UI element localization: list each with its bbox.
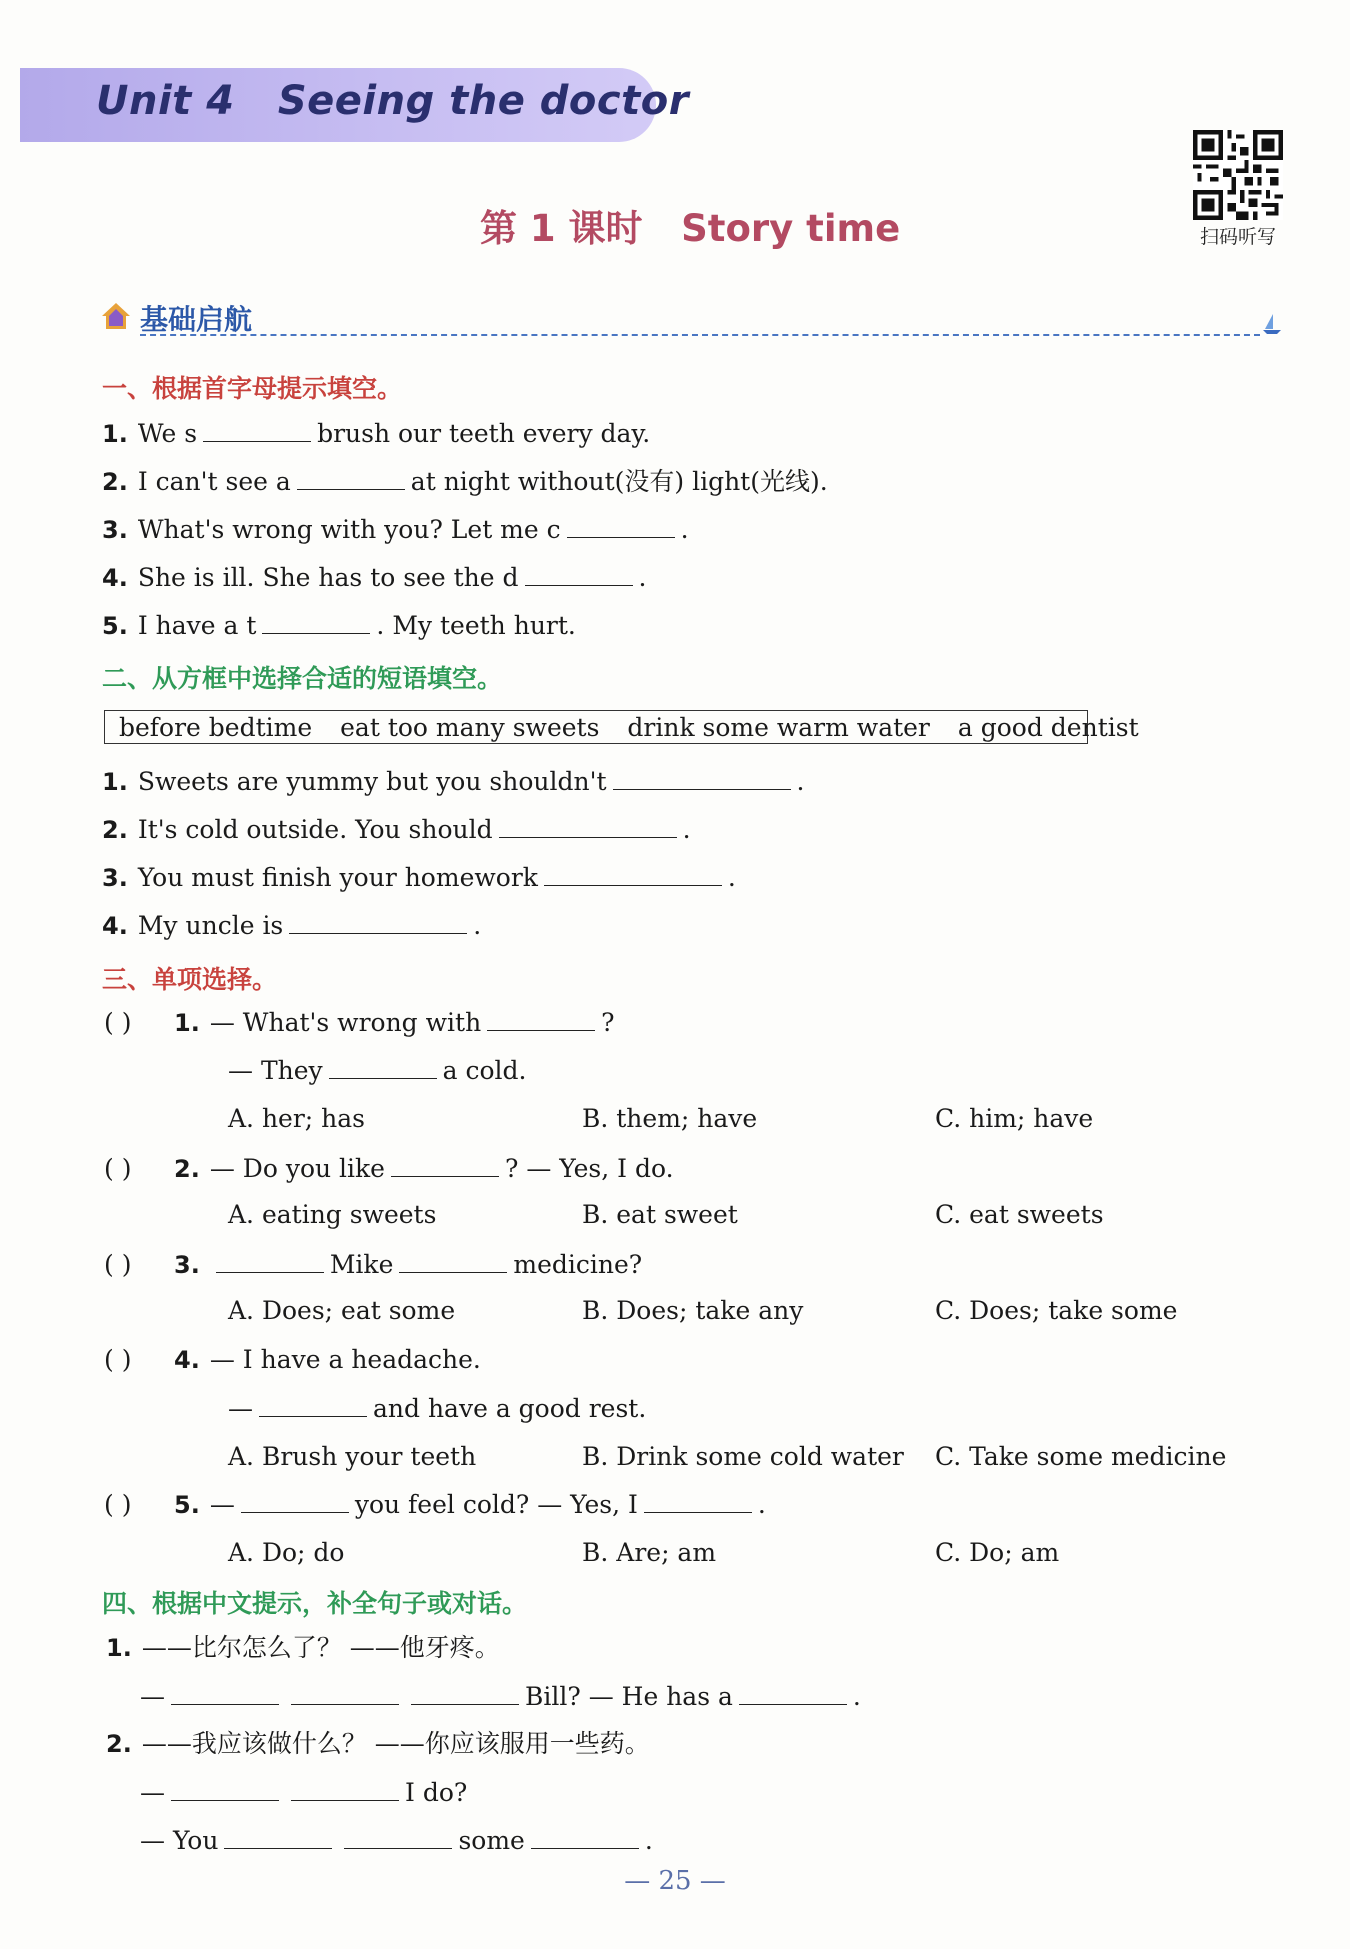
s2-item-4 bbox=[102, 909, 481, 942]
item-number: 1. bbox=[102, 420, 128, 448]
s3-q1 bbox=[104, 1006, 615, 1039]
answer-blank[interactable] bbox=[171, 1776, 279, 1801]
item-text: . bbox=[727, 863, 736, 892]
s4-q1-chinese bbox=[106, 1632, 500, 1664]
item-text: I can't see a bbox=[137, 467, 291, 496]
item-text: — You bbox=[140, 1826, 219, 1855]
qr-caption: 扫码听写 bbox=[1199, 226, 1276, 248]
section-base-label: 基础启航 bbox=[140, 303, 253, 336]
item-number: 1. bbox=[174, 1009, 200, 1037]
section3-heading: 三、单项选择。 bbox=[102, 965, 278, 994]
section2-heading: 二、从方框中选择合适的短语填空。 bbox=[102, 664, 503, 693]
section4-heading: 四、根据中文提示，补全句子或对话。 bbox=[102, 1589, 528, 1618]
option-b[interactable]: B. them; have bbox=[582, 1104, 758, 1133]
section-header-base bbox=[100, 296, 1285, 340]
phrase-option: before bedtime bbox=[119, 712, 313, 742]
item-text: My uncle is bbox=[137, 911, 284, 940]
qr-code-icon[interactable] bbox=[1193, 130, 1283, 220]
answer-blank[interactable] bbox=[262, 609, 370, 634]
item-text: Mike bbox=[329, 1250, 394, 1279]
answer-blank[interactable] bbox=[613, 765, 791, 790]
phrase-option: drink some warm water bbox=[627, 712, 930, 742]
option-c[interactable]: C. Does; take some bbox=[935, 1296, 1178, 1325]
option-b[interactable]: B. Drink some cold water bbox=[582, 1442, 904, 1471]
item-text: . bbox=[473, 911, 482, 940]
item-text: You must finish your homework bbox=[137, 863, 538, 892]
item-number: 4. bbox=[174, 1346, 200, 1374]
item-text: She is ill. She has to see the d bbox=[137, 563, 519, 592]
answer-blank[interactable] bbox=[399, 1248, 507, 1273]
answer-blank[interactable] bbox=[259, 1392, 367, 1417]
item-text: at night without(没有) light(光线). bbox=[410, 467, 828, 496]
page-number: — 25 — bbox=[624, 1866, 726, 1896]
answer-blank[interactable] bbox=[391, 1152, 499, 1177]
answer-blank[interactable] bbox=[739, 1680, 847, 1705]
item-text: — They bbox=[228, 1056, 323, 1085]
answer-parens[interactable]: ( ) bbox=[104, 1008, 132, 1037]
s3-q5 bbox=[104, 1488, 766, 1521]
option-a[interactable]: A. Brush your teeth bbox=[228, 1442, 477, 1471]
item-text: — I have a headache. bbox=[209, 1345, 481, 1374]
item-text: you feel cold? — Yes, I bbox=[354, 1490, 638, 1519]
option-c[interactable]: C. Do; am bbox=[935, 1538, 1060, 1567]
answer-blank[interactable] bbox=[289, 909, 467, 934]
answer-blank[interactable] bbox=[525, 561, 633, 586]
item-text: We s bbox=[137, 419, 198, 448]
s3-q1-line2 bbox=[228, 1054, 527, 1087]
item-text: . bbox=[680, 515, 689, 544]
option-a[interactable]: A. Does; eat some bbox=[228, 1296, 456, 1325]
answer-parens[interactable]: ( ) bbox=[104, 1154, 132, 1183]
item-number: 1. bbox=[102, 768, 128, 796]
answer-blank[interactable] bbox=[171, 1680, 279, 1705]
s2-item-2 bbox=[102, 813, 691, 846]
answer-blank[interactable] bbox=[203, 417, 311, 442]
item-number: 5. bbox=[102, 612, 128, 640]
answer-blank[interactable] bbox=[297, 465, 405, 490]
dashed-divider bbox=[140, 334, 1260, 336]
item-text: — bbox=[140, 1682, 165, 1711]
phrase-option: eat too many sweets bbox=[340, 712, 600, 742]
answer-blank[interactable] bbox=[544, 861, 722, 886]
s2-item-1 bbox=[102, 765, 804, 798]
item-text: ? — Yes, I do. bbox=[504, 1154, 674, 1183]
item-text: some bbox=[458, 1826, 525, 1855]
item-number: 2. bbox=[102, 816, 128, 844]
option-b[interactable]: B. Does; take any bbox=[582, 1296, 804, 1325]
option-b[interactable]: B. eat sweet bbox=[582, 1200, 738, 1229]
s4-q2-english-2 bbox=[140, 1824, 653, 1857]
item-text: Sweets are yummy but you shouldn't bbox=[137, 767, 607, 796]
item-number: 3. bbox=[102, 516, 128, 544]
s3-q4-line2 bbox=[228, 1392, 646, 1425]
item-number: 1. bbox=[106, 1634, 132, 1662]
item-number: 2. bbox=[174, 1155, 200, 1183]
item-text: ——我应该做什么？ ——你应该服用一些药。 bbox=[141, 1729, 650, 1758]
item-text: . bbox=[638, 563, 647, 592]
item-text: — bbox=[209, 1490, 235, 1519]
answer-parens[interactable]: ( ) bbox=[104, 1250, 132, 1279]
s1-item-1 bbox=[102, 417, 650, 450]
answer-blank[interactable] bbox=[291, 1680, 399, 1705]
item-text: brush our teeth every day. bbox=[317, 419, 651, 448]
item-text: a cold. bbox=[442, 1056, 527, 1085]
s4-q1-english bbox=[140, 1680, 861, 1713]
item-text: — bbox=[140, 1778, 165, 1807]
s4-q2-english-1 bbox=[140, 1776, 467, 1809]
answer-blank[interactable] bbox=[291, 1776, 399, 1801]
answer-parens[interactable]: ( ) bbox=[104, 1345, 132, 1374]
item-number: 2. bbox=[102, 468, 128, 496]
option-a[interactable]: A. her; has bbox=[228, 1104, 365, 1133]
item-text: and have a good rest. bbox=[373, 1394, 647, 1423]
s1-item-2 bbox=[102, 465, 828, 498]
s3-q3 bbox=[104, 1248, 642, 1281]
item-text: . bbox=[757, 1490, 766, 1519]
s1-item-4 bbox=[102, 561, 646, 594]
s4-q2-chinese bbox=[106, 1728, 650, 1760]
answer-blank[interactable] bbox=[567, 513, 675, 538]
house-icon bbox=[100, 300, 132, 332]
answer-blank[interactable] bbox=[487, 1006, 595, 1031]
item-text: . bbox=[852, 1682, 861, 1711]
answer-parens[interactable]: ( ) bbox=[104, 1490, 132, 1519]
lesson-title: 第 1 课时 Story time bbox=[480, 207, 901, 250]
item-text: medicine? bbox=[513, 1250, 643, 1279]
item-text: . bbox=[644, 1826, 653, 1855]
phrase-option: a good dentist bbox=[957, 712, 1139, 742]
answer-blank[interactable] bbox=[241, 1488, 349, 1513]
sail-icon bbox=[1259, 310, 1285, 336]
item-text: ? bbox=[601, 1008, 615, 1037]
answer-blank[interactable] bbox=[344, 1824, 452, 1849]
item-text: . bbox=[796, 767, 805, 796]
phrase-box bbox=[104, 710, 1139, 744]
answer-blank[interactable] bbox=[644, 1488, 752, 1513]
option-b[interactable]: B. Are; am bbox=[582, 1538, 717, 1567]
s2-item-3 bbox=[102, 861, 736, 894]
item-text: I do? bbox=[405, 1778, 468, 1807]
option-a[interactable]: A. Do; do bbox=[228, 1538, 345, 1567]
answer-blank[interactable] bbox=[499, 813, 677, 838]
s1-item-3 bbox=[102, 513, 689, 546]
s3-q4 bbox=[104, 1344, 481, 1376]
item-text: What's wrong with you? Let me c bbox=[137, 515, 561, 544]
answer-blank[interactable] bbox=[411, 1680, 519, 1705]
item-text: . bbox=[682, 815, 691, 844]
answer-blank[interactable] bbox=[224, 1824, 332, 1849]
item-number: 4. bbox=[102, 564, 128, 592]
item-text: . My teeth hurt. bbox=[376, 611, 576, 640]
answer-blank[interactable] bbox=[329, 1054, 437, 1079]
item-text: I have a t bbox=[137, 611, 257, 640]
unit-title: Unit 4 Seeing the doctor bbox=[96, 78, 689, 124]
item-text: Bill? — He has a bbox=[525, 1682, 733, 1711]
option-a[interactable]: A. eating sweets bbox=[228, 1200, 437, 1229]
item-number: 3. bbox=[174, 1251, 200, 1279]
s3-q2 bbox=[104, 1152, 674, 1185]
s1-item-5 bbox=[102, 609, 576, 642]
answer-blank[interactable] bbox=[216, 1248, 324, 1273]
item-number: 5. bbox=[174, 1491, 200, 1519]
answer-blank[interactable] bbox=[531, 1824, 639, 1849]
item-number: 4. bbox=[102, 912, 128, 940]
item-number: 3. bbox=[102, 864, 128, 892]
item-text: — bbox=[228, 1394, 253, 1423]
item-text: — Do you like bbox=[209, 1154, 385, 1183]
option-c[interactable]: C. eat sweets bbox=[935, 1200, 1104, 1229]
item-number: 2. bbox=[106, 1730, 132, 1758]
item-text: — What's wrong with bbox=[209, 1008, 482, 1037]
option-c[interactable]: C. him; have bbox=[935, 1104, 1094, 1133]
option-c[interactable]: C. Take some medicine bbox=[935, 1442, 1227, 1471]
item-text: ——比尔怎么了？ ——他牙疼。 bbox=[141, 1633, 500, 1662]
item-text: It's cold outside. You should bbox=[137, 815, 493, 844]
section1-heading: 一、根据首字母提示填空。 bbox=[102, 374, 403, 403]
